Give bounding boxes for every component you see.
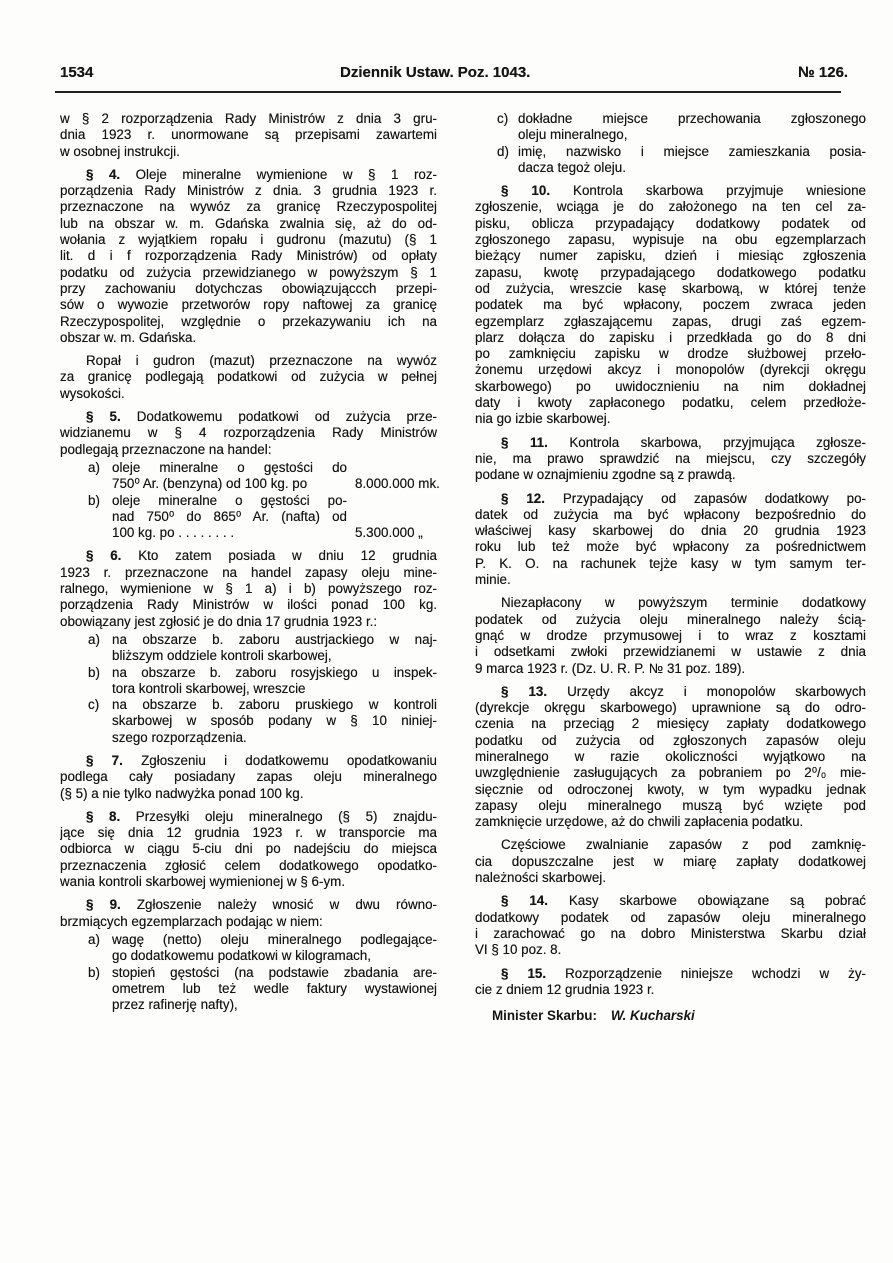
page-number: 1534 <box>60 64 94 81</box>
list-item-marker: c) <box>88 697 100 713</box>
text-line: P. K. O. na rachunek tejże kasy w tym samym ter- <box>475 555 866 571</box>
text-line: obszar w. m. Gdańska. <box>60 329 197 345</box>
section-marker: § 6. <box>86 548 122 564</box>
text-line: § 11. Kontrola skarbowa, przyjmująca zgłosze- <box>501 434 866 450</box>
text-line: zamknięcie urzędowe, aż do chwili zapłacenia podatku. <box>475 814 804 830</box>
text-line: sów o wywozie przetworów ropy naftowej za granicę <box>60 297 437 313</box>
section-marker: § 4. <box>86 166 121 182</box>
section-marker: § 12. <box>501 490 545 506</box>
text-line: w § 2 rozporządzenia Rady Ministrów z dnia 3 gru- <box>60 111 437 126</box>
text-line: § 14. Kasy skarbowe obowiązane są pobrać <box>501 893 866 909</box>
list-item <box>88 697 437 746</box>
text-line: za granicę podlegają podatkowi od zużycia w pełnej <box>60 369 437 385</box>
text-line: dokładne miejsce przechowania zgłoszonego <box>518 111 866 126</box>
text-line: odbiorca w ciągu 5-ciu dni po nadejściu do miejsca <box>60 841 437 857</box>
text-line: wania kontroli skarbowej wymienionej w § 6-ym. <box>60 874 346 890</box>
text-line: nad 750⁰ do 865⁰ Ar. (nafta) od <box>112 508 347 524</box>
text-line: oleju mineralnego, <box>518 127 628 143</box>
section-marker: § 11. <box>501 434 548 450</box>
text-line: Ropał i gudron (mazut) przeznaczone na wywóz <box>86 353 437 369</box>
text-line: czenia na przeciąg 2 miesięcy zapłaty dodatkowego <box>475 716 866 732</box>
text-line: podlega cały posiadany zapas oleju mineralnego <box>60 769 437 785</box>
text-line: Częściowe zwalnianie zapasów z pod zamknię- <box>501 837 866 853</box>
paragraph <box>475 966 866 999</box>
text-line: oleje mineralne o gęstości do <box>112 459 347 475</box>
text-line: oleje mineralne o gęstości po- <box>112 492 347 508</box>
text-line: (dyrekcje okręgu skarbowego) uprawnione są do odro- <box>475 700 866 716</box>
text-line: wołania z wyjątkiem ropału i gudronu (mazutu) (§ 1 <box>60 232 437 248</box>
text-line: skarbowego) po uwidocznieniu na nim dokładnej <box>475 378 866 394</box>
text-line: podatek od zużycia oleju mineralnego należy ścią- <box>475 611 866 627</box>
text-line: (§ 5) a nie tylko nadwyżka ponad 100 kg. <box>60 785 304 801</box>
paragraph <box>60 809 437 890</box>
paragraph <box>475 837 866 886</box>
list-item-marker: a) <box>88 931 100 947</box>
paragraph <box>60 409 437 458</box>
section-marker: § 13. <box>501 683 548 699</box>
paragraph <box>475 595 866 676</box>
text-line: porządzenia Rady Ministrów z dnia. 3 grudnia 1923 r. <box>60 183 437 199</box>
text-line: cia dopuszczalne jest w miarę zapłaty dodatkowej <box>475 853 866 869</box>
right-column <box>475 111 866 1024</box>
paragraph <box>475 684 866 831</box>
text-line: § 10. Kontrola skarbowa przyjmuje wniesione <box>501 183 866 199</box>
text-line: po zamknięciu zapisku w drodze służbowej przeło- <box>475 346 866 362</box>
text-line: mineralnego w razie okoliczności wyjątkowo na <box>475 748 866 764</box>
text-line: datek od zużycia ma być wpłacony bezpośrednio do <box>475 506 866 522</box>
text-line: przeznaczone na wywóz za granicę Rzeczypospolitej <box>60 199 437 215</box>
paragraph <box>60 897 437 930</box>
text-line: żonemu urzędowi akcyz i monopolów (dyrekcji okręgu <box>475 362 866 378</box>
section-marker: § 5. <box>86 409 121 425</box>
text-line: zgłoszonego zapasu, wypisuje na obu egzemplarzach <box>475 232 866 248</box>
signature-label: Minister Skarbu: <box>492 1008 597 1024</box>
text-line: Rzeczypospolitej, względnie o przekazywaniu ich na <box>60 313 437 329</box>
list-item <box>88 632 437 665</box>
section-marker: § 10. <box>501 183 551 199</box>
text-line: podane w oznajmieniu zgodne są z prawdą. <box>475 467 736 483</box>
text-line: § 8. Przesyłki oleju mineralnego (§ 5) znajdu- <box>86 808 437 824</box>
text-line: minie. <box>475 572 511 588</box>
text-line: podatek ma być wpłacony, poczem zwraca jeden <box>475 297 866 313</box>
text-line: zapasu, kwotę przypadającego dodatkowego podatku <box>475 264 866 280</box>
paragraph <box>475 491 866 589</box>
text-line: na obszarze b. zaboru austrjackiego w naj- <box>112 631 437 647</box>
section-marker: § 7. <box>86 752 123 768</box>
text-line: 100 kg. po . . . . . . . . <box>112 525 235 541</box>
text-line: sięcznie od odroczonej kwoty, w tym wypadku jednak <box>475 781 866 797</box>
text-line: pisku, oblicza przypadający dodatkowy podatek od <box>475 215 866 231</box>
list-item <box>497 144 866 177</box>
text-line: skarbowej w sposób podany w § 10 niniej- <box>112 713 437 729</box>
list-item-marker: b) <box>88 664 100 680</box>
text-line: lit. d i f rozporządzenia Rady Ministrów) od opłaty <box>60 248 437 264</box>
text-line: szego rozporządzenia. <box>112 729 247 745</box>
list-item <box>88 493 437 542</box>
text-line: przeznaczenia zgłosić celem dodatkowego opodatko- <box>60 857 437 873</box>
text-line: jące się dnia 12 grudnia 1923 r. w transporcie ma <box>60 825 437 841</box>
text-line: lub na obszar w. m. Gdańska zwalnia się, aż do od- <box>60 215 437 231</box>
text-line: go dodatkowemu podatkowi w kilogramach, <box>112 948 372 964</box>
paragraph <box>60 353 437 402</box>
text-line: ometrem lub też wedle faktury wystawionej <box>112 980 437 996</box>
list-item <box>88 665 437 698</box>
text-line: należności skarbowej. <box>475 870 606 886</box>
list-item-marker: a) <box>88 631 100 647</box>
paragraph <box>475 183 866 427</box>
text-line: § 15. Rozporządzenie niniejsze wchodzi w ży- <box>501 965 866 981</box>
text-line: przez rafinerję nafty), <box>112 997 238 1013</box>
text-line: od zużycia, wreszcie kasę skarbową, w której tenże <box>475 280 866 296</box>
list-item <box>88 459 440 493</box>
text-line: imię, nazwisko i miejsce zamieszkania posia- <box>518 143 866 159</box>
text-line: tora kontroli skarbowej, wreszcie <box>112 680 306 696</box>
paragraph <box>475 893 866 958</box>
text-line: brzmiących egzemplarzach podając w niem: <box>60 913 323 929</box>
text-line: plarz dołącza do zapisku i przedkłada go do 8 dni <box>475 329 866 345</box>
text-line: dnia 1923 r. unormowane są przepisami zawartemi <box>60 127 437 143</box>
paragraph <box>60 167 437 346</box>
text-line: Niezapłacony w powyższym terminie dodatkowy <box>501 595 866 611</box>
signature <box>492 1008 866 1024</box>
text-line: nia go izbie skarbowej. <box>475 411 611 427</box>
text-line: widzianemu w § 4 rozporządzenia Rady Ministrów <box>60 425 437 441</box>
text-line: 1923 r. przeznaczone na handel zapasy oleju mine- <box>60 564 437 580</box>
text-line: podatku od zużycia przewidzianego w powyższym § 1 <box>60 264 437 280</box>
text-line: zapasy oleju mineralnego muszą być wzięte pod <box>475 797 866 813</box>
list-item <box>88 932 437 965</box>
list-item-marker: c) <box>497 111 509 126</box>
text-line: § 4. Oleje mineralne wymienione w § 1 roz- <box>86 166 437 182</box>
running-title: Dziennik Ustaw. Poz. 1043. <box>340 64 531 81</box>
paragraph <box>60 111 437 160</box>
text-line: bliższym oddziele kontroli skarbowej, <box>112 648 332 664</box>
list-item <box>88 965 437 1014</box>
text-line: nie, ma prawo sprawdzić na miejscu, czy szczegóły <box>475 450 866 466</box>
text-line: zgłoszenie, wciąga je do założonego na ten cel za- <box>475 199 866 215</box>
text-line: dacza tegoż oleju. <box>518 159 626 175</box>
text-line: dodatkowy podatek od zapasów oleju mineralnego <box>475 909 866 925</box>
text-line: i odsetkami zwłoki przewidzianemi w ustawie z dnia <box>475 644 866 660</box>
paragraph <box>475 435 866 484</box>
signature-name: W. Kucharski <box>610 1008 695 1024</box>
list-item-marker: a) <box>88 459 100 475</box>
text-line: 750⁰ Ar. (benzyna) od 100 kg. po <box>112 476 308 492</box>
text-line: § 5. Dodatkowemu podatkowi od zużycia prze- <box>86 409 437 425</box>
section-marker: § 14. <box>501 893 548 909</box>
text-line: właściwej kasy skarbowej do dnia 20 grudnia 1923 <box>475 523 866 539</box>
text-line: gnąć w drodze przymusowej i to wraz z kosztami <box>475 627 866 643</box>
text-line: § 13. Urzędy akcyz i monopolów skarbowych <box>501 683 866 699</box>
text-line: § 7. Zgłoszeniu i dodatkowemu opodatkowaniu <box>86 752 437 768</box>
text-line: wysokości. <box>60 385 125 401</box>
text-line: podlegają przeznaczone na handel: <box>60 441 272 457</box>
text-line: w osobnej instrukcji. <box>60 143 180 159</box>
text-line: porządzenia Rady Ministrów w ilości ponad 100 kg. <box>60 597 437 613</box>
list-item-marker: d) <box>497 143 509 159</box>
text-line: VI § 10 poz. 8. <box>475 942 562 958</box>
text-line: egzemplarz zgłaszającemu zapas, drugi zaś egzem- <box>475 313 866 329</box>
section-marker: § 15. <box>501 965 547 981</box>
amount: 8.000.000 mk. <box>355 476 440 492</box>
text-line: na obszarze b. zaboru pruskiego w kontroli <box>112 697 437 713</box>
paragraph <box>60 548 437 629</box>
text-line: podatku od zużycia od zgłoszonych zapasów oleju <box>475 732 866 748</box>
text-line: roku lub też może być wpłacony za pośrednictwem <box>475 539 866 555</box>
text-line: cie z dniem 12 grudnia 1923 r. <box>475 981 655 997</box>
section-marker: § 9. <box>86 897 121 913</box>
text-line: przy zachowaniu dotychczas obowiązująccch przepi- <box>60 280 437 296</box>
text-line: 9 marca 1923 r. (Dz. U. R. P. № 31 poz. 189). <box>475 660 746 676</box>
text-line: § 9. Zgłoszenie należy wnosić w dwu równo- <box>86 897 437 913</box>
text-line: wagę (netto) oleju mineralnego podlegające- <box>112 931 437 947</box>
left-column <box>60 111 440 1013</box>
text-line: stopień gęstości (na podstawie zbadania are- <box>112 964 437 980</box>
list-item-marker: b) <box>88 964 100 980</box>
amount: 5.300.000 „ <box>355 525 423 541</box>
text-line: daty i kwoty zapłaconego podatku, celem przedłoże- <box>475 395 866 411</box>
section-marker: § 8. <box>86 808 121 824</box>
text-line: uwzględnienie zasługujących za pobraniem po 2⁰/₀ mie- <box>475 765 866 781</box>
text-line: obowiązany jest zgłosić je do dnia 17 grudnia 1923 r.: <box>60 613 378 629</box>
list-item-marker: b) <box>88 492 100 508</box>
text-line: § 6. Kto zatem posiada w dniu 12 grudnia <box>86 548 437 564</box>
issue-number: № 126. <box>798 64 849 81</box>
text-line: i zarachować go na dobro Ministerstwa Skarbu dział <box>475 925 866 941</box>
list-item <box>497 111 866 144</box>
text-line: bieżący numer zapisku, dzień i miesiąc zgłoszenia <box>475 248 866 264</box>
text-line: ralnego, wymienione w § 1 a) i b) powyższego roz- <box>60 581 437 597</box>
header-rule <box>55 91 841 93</box>
text-line: na obszarze b. zaboru rosyjskiego u inspek- <box>112 664 437 680</box>
text-line: § 12. Przypadający od zapasów dodatkowy po- <box>501 490 866 506</box>
paragraph <box>60 753 437 802</box>
